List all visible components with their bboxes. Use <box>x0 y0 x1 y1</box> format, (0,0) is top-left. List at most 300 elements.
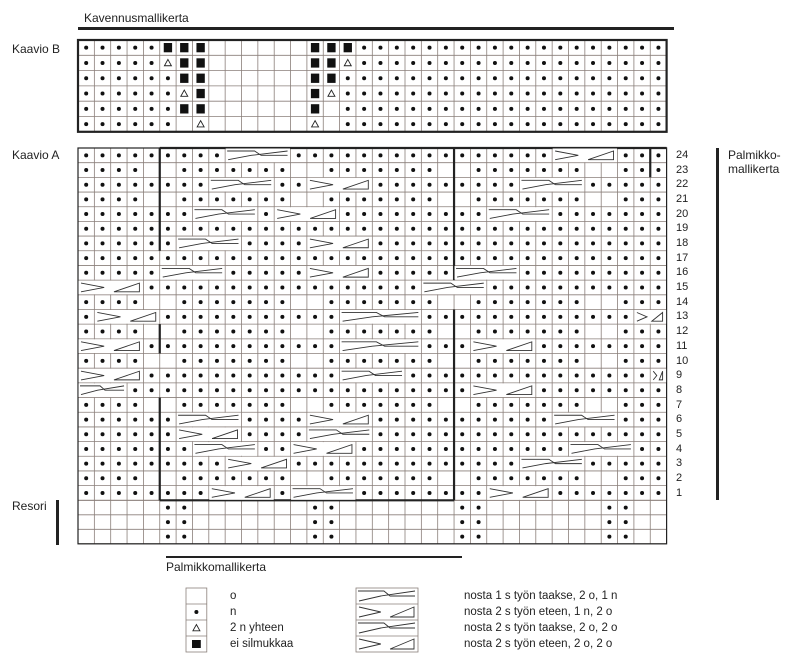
dot-stitch <box>411 197 415 201</box>
dot-stitch <box>84 241 88 245</box>
dot-stitch <box>133 153 137 157</box>
dot-stitch <box>166 256 170 260</box>
dot-stitch <box>362 212 366 216</box>
dot-stitch <box>378 388 382 392</box>
dot-stitch <box>395 241 399 245</box>
dot-stitch <box>542 330 546 334</box>
dot-stitch <box>656 359 660 363</box>
dot-stitch <box>280 491 284 495</box>
dot-stitch <box>329 315 333 319</box>
dot-stitch <box>624 476 628 480</box>
dot-stitch <box>248 403 252 407</box>
dot-stitch <box>215 403 219 407</box>
dot-stitch <box>378 447 382 451</box>
dot-stitch <box>264 300 268 304</box>
dot-stitch <box>215 374 219 378</box>
no-stitch <box>311 58 319 67</box>
dot-stitch <box>509 359 513 363</box>
dot-stitch <box>133 241 137 245</box>
dot-stitch <box>542 403 546 407</box>
dot-stitch <box>297 183 301 187</box>
dot-stitch <box>101 418 105 422</box>
dot-stitch <box>297 285 301 289</box>
dot-stitch <box>231 197 235 201</box>
legend-cable-3: nosta 2 s työn taakse, 2 o, 2 o <box>464 622 618 634</box>
dot-stitch <box>526 403 530 407</box>
dot-stitch <box>264 432 268 436</box>
dot-stitch <box>362 92 366 96</box>
dot-stitch <box>656 344 660 348</box>
dot-stitch <box>84 462 88 466</box>
dot-stitch <box>411 491 415 495</box>
cable-line <box>390 639 414 649</box>
palmikko-mallikerta-label-2: mallikerta <box>728 162 780 176</box>
dot-stitch <box>444 491 448 495</box>
dot-stitch <box>640 256 644 260</box>
dot-stitch <box>395 271 399 275</box>
dot-stitch <box>575 227 579 231</box>
dot-stitch <box>526 330 530 334</box>
dot-stitch <box>166 153 170 157</box>
dot-stitch <box>591 285 595 289</box>
dot-stitch <box>362 330 366 334</box>
dot-stitch <box>542 256 546 260</box>
dot-stitch <box>84 92 88 96</box>
dot-stitch <box>182 491 186 495</box>
dot-stitch <box>640 300 644 304</box>
dot-stitch <box>477 46 481 50</box>
dot-stitch <box>493 168 497 172</box>
dot-stitch <box>493 92 497 96</box>
dot-stitch <box>133 197 137 201</box>
dot-stitch <box>477 432 481 436</box>
dot-stitch <box>215 344 219 348</box>
palmikkomallikerta-label: Palmikkomallikerta <box>166 560 267 574</box>
dot-stitch <box>428 388 432 392</box>
no-stitch <box>327 43 335 52</box>
dot-stitch <box>607 241 611 245</box>
dot-stitch <box>558 330 562 334</box>
dot-stitch <box>84 418 88 422</box>
dot-stitch <box>575 388 579 392</box>
dot-stitch <box>248 271 252 275</box>
dot-stitch <box>542 76 546 80</box>
dot-stitch <box>117 359 121 363</box>
dot-stitch <box>313 520 317 524</box>
dot-stitch <box>378 476 382 480</box>
row-number: 22 <box>676 178 689 191</box>
dot-stitch <box>297 315 301 319</box>
dot-stitch <box>133 418 137 422</box>
dot-stitch <box>117 46 121 50</box>
dot-stitch <box>313 506 317 510</box>
dot-stitch <box>640 476 644 480</box>
dot-stitch <box>411 122 415 126</box>
dot-stitch <box>460 506 464 510</box>
dot-stitch <box>199 183 203 187</box>
dot-stitch <box>444 344 448 348</box>
legend-label-o: o <box>230 590 237 602</box>
dot-stitch <box>280 300 284 304</box>
dot-stitch <box>460 76 464 80</box>
dot-stitch <box>460 183 464 187</box>
dot-stitch <box>444 388 448 392</box>
dot-stitch <box>117 76 121 80</box>
dot-stitch <box>378 61 382 65</box>
dot-stitch <box>395 359 399 363</box>
palmikko-mallikerta-label-1: Palmikko- <box>728 148 781 162</box>
dot-stitch <box>248 227 252 231</box>
dot-stitch <box>526 153 530 157</box>
dot-stitch <box>509 61 513 65</box>
dot-stitch <box>624 256 628 260</box>
dot-stitch <box>640 359 644 363</box>
dot-stitch <box>378 462 382 466</box>
dot-stitch <box>346 330 350 334</box>
dot-stitch <box>411 285 415 289</box>
dot-stitch <box>477 76 481 80</box>
dot-stitch <box>640 271 644 275</box>
dot-stitch <box>395 46 399 50</box>
dot-stitch <box>313 388 317 392</box>
dot-stitch <box>460 535 464 539</box>
dot-stitch <box>182 153 186 157</box>
dot-stitch <box>656 447 660 451</box>
dot-stitch <box>84 61 88 65</box>
dot-stitch <box>656 388 660 392</box>
dot-stitch <box>248 374 252 378</box>
dot-stitch <box>411 359 415 363</box>
dot-stitch <box>624 122 628 126</box>
dot-stitch <box>640 462 644 466</box>
dot-stitch <box>526 256 530 260</box>
dot-stitch <box>84 330 88 334</box>
dot-stitch <box>215 300 219 304</box>
dot-stitch <box>362 168 366 172</box>
no-stitch <box>192 640 201 648</box>
dot-stitch <box>378 256 382 260</box>
dot-stitch <box>558 256 562 260</box>
dot-stitch <box>477 153 481 157</box>
dot-stitch <box>477 447 481 451</box>
dot-stitch <box>591 432 595 436</box>
dot-stitch <box>477 256 481 260</box>
dot-stitch <box>558 241 562 245</box>
dot-stitch <box>133 300 137 304</box>
dot-stitch <box>362 256 366 260</box>
dot-stitch <box>656 153 660 157</box>
dot-stitch <box>509 92 513 96</box>
dot-stitch <box>493 153 497 157</box>
dot-stitch <box>101 153 105 157</box>
dot-stitch <box>313 344 317 348</box>
dot-stitch <box>378 432 382 436</box>
legend-label-n: n <box>230 606 237 618</box>
dot-stitch <box>558 76 562 80</box>
dot-stitch <box>117 271 121 275</box>
dot-stitch <box>591 256 595 260</box>
dot-stitch <box>101 227 105 231</box>
dot-stitch <box>199 359 203 363</box>
dot-stitch <box>150 46 154 50</box>
dot-stitch <box>640 241 644 245</box>
dot-stitch <box>182 285 186 289</box>
dot-stitch <box>640 285 644 289</box>
dot-stitch <box>329 462 333 466</box>
dot-stitch <box>558 46 562 50</box>
dot-stitch <box>411 476 415 480</box>
dot-stitch <box>346 388 350 392</box>
dot-stitch <box>624 92 628 96</box>
dot-stitch <box>558 227 562 231</box>
dot-stitch <box>444 418 448 422</box>
dot-stitch <box>101 447 105 451</box>
dot-stitch <box>624 462 628 466</box>
dot-stitch <box>607 271 611 275</box>
dot-stitch <box>640 61 644 65</box>
dot-stitch <box>428 183 432 187</box>
row-number: 24 <box>676 149 689 161</box>
dot-stitch <box>231 476 235 480</box>
dot-stitch <box>411 447 415 451</box>
dot-stitch <box>215 388 219 392</box>
dot-stitch <box>428 491 432 495</box>
dot-stitch <box>117 300 121 304</box>
triangle-stitch <box>181 90 188 96</box>
dot-stitch <box>231 315 235 319</box>
dot-stitch <box>280 476 284 480</box>
dot-stitch <box>477 183 481 187</box>
dot-stitch <box>542 153 546 157</box>
dot-stitch <box>640 403 644 407</box>
dot-stitch <box>378 285 382 289</box>
dot-stitch <box>297 256 301 260</box>
dot-stitch <box>640 418 644 422</box>
dot-stitch <box>624 212 628 216</box>
dot-stitch <box>607 506 611 510</box>
dot-stitch <box>248 418 252 422</box>
no-stitch <box>344 43 352 52</box>
dot-stitch <box>640 491 644 495</box>
dot-stitch <box>280 359 284 363</box>
dot-stitch <box>411 46 415 50</box>
dot-stitch <box>150 153 154 157</box>
dot-stitch <box>460 212 464 216</box>
no-stitch <box>180 104 188 113</box>
row-number: 8 <box>676 383 683 396</box>
dot-stitch <box>166 122 170 126</box>
dot-stitch <box>526 46 530 50</box>
dot-stitch <box>182 462 186 466</box>
dot-stitch <box>166 92 170 96</box>
dot-stitch <box>117 403 121 407</box>
dot-stitch <box>477 403 481 407</box>
dot-stitch <box>411 462 415 466</box>
dot-stitch <box>591 76 595 80</box>
dot-stitch <box>346 197 350 201</box>
dot-stitch <box>460 61 464 65</box>
dot-stitch <box>117 432 121 436</box>
dot-stitch <box>411 418 415 422</box>
dot-stitch <box>493 76 497 80</box>
dot-stitch <box>248 388 252 392</box>
dot-stitch <box>329 403 333 407</box>
dot-stitch <box>133 122 137 126</box>
dot-stitch <box>640 388 644 392</box>
dot-stitch <box>542 241 546 245</box>
dot-stitch <box>460 447 464 451</box>
dot-stitch <box>395 61 399 65</box>
dot-stitch <box>101 256 105 260</box>
dot-stitch <box>640 197 644 201</box>
dot-stitch <box>280 403 284 407</box>
dot-stitch <box>199 491 203 495</box>
dot-stitch <box>428 212 432 216</box>
dot-stitch <box>378 491 382 495</box>
dot-stitch <box>101 300 105 304</box>
dot-stitch <box>591 107 595 111</box>
no-stitch <box>311 74 319 83</box>
dot-stitch <box>444 122 448 126</box>
dot-stitch <box>117 61 121 65</box>
dot-stitch <box>656 227 660 231</box>
dot-stitch <box>477 374 481 378</box>
dot-stitch <box>101 183 105 187</box>
dot-stitch <box>656 197 660 201</box>
dot-stitch <box>362 388 366 392</box>
row-number: 15 <box>676 281 689 294</box>
dot-stitch <box>264 315 268 319</box>
row-number: 6 <box>676 413 683 426</box>
dot-stitch <box>509 168 513 172</box>
dot-stitch <box>607 76 611 80</box>
row-number: 23 <box>676 163 689 176</box>
dot-stitch <box>362 285 366 289</box>
dot-stitch <box>460 374 464 378</box>
dot-stitch <box>280 344 284 348</box>
no-stitch <box>180 43 188 52</box>
row-number: 21 <box>676 193 689 206</box>
dot-stitch <box>150 491 154 495</box>
dot-stitch <box>182 476 186 480</box>
dot-stitch <box>509 432 513 436</box>
dot-stitch <box>624 107 628 111</box>
palmikkomallikerta-rule <box>166 556 462 558</box>
dot-stitch <box>558 359 562 363</box>
dot-stitch <box>264 447 268 451</box>
dot-stitch <box>231 168 235 172</box>
dot-stitch <box>656 241 660 245</box>
dot-stitch <box>591 183 595 187</box>
dot-stitch <box>378 168 382 172</box>
dot-stitch <box>280 168 284 172</box>
dot-stitch <box>526 315 530 319</box>
dot-stitch <box>411 107 415 111</box>
dot-stitch <box>656 76 660 80</box>
dot-stitch <box>199 256 203 260</box>
dot-stitch <box>346 168 350 172</box>
dot-stitch <box>640 76 644 80</box>
dot-stitch <box>84 107 88 111</box>
dot-stitch <box>624 535 628 539</box>
dot-stitch <box>378 107 382 111</box>
dot-stitch <box>133 256 137 260</box>
dot-stitch <box>624 388 628 392</box>
no-stitch <box>311 104 319 113</box>
dot-stitch <box>101 462 105 466</box>
dot-stitch <box>591 46 595 50</box>
dot-stitch <box>101 330 105 334</box>
dot-stitch <box>460 153 464 157</box>
dot-stitch <box>84 76 88 80</box>
dot-stitch <box>313 535 317 539</box>
dot-stitch <box>411 183 415 187</box>
legend-cable-2: nosta 2 s työn eteen, 1 n, 2 o <box>464 606 613 618</box>
dot-stitch <box>477 476 481 480</box>
dot-stitch <box>199 330 203 334</box>
dot-stitch <box>248 359 252 363</box>
dot-stitch <box>477 520 481 524</box>
dot-stitch <box>656 285 660 289</box>
dot-stitch <box>248 330 252 334</box>
dot-stitch <box>624 61 628 65</box>
dot-stitch <box>558 168 562 172</box>
dot-stitch <box>444 61 448 65</box>
dot-stitch <box>493 256 497 260</box>
dot-stitch <box>133 168 137 172</box>
dot-stitch <box>182 344 186 348</box>
dot-stitch <box>656 92 660 96</box>
dot-stitch <box>329 256 333 260</box>
dot-stitch <box>493 359 497 363</box>
dot-stitch <box>428 330 432 334</box>
dot-stitch <box>656 46 660 50</box>
row-number: 12 <box>676 325 689 338</box>
dot-stitch <box>117 197 121 201</box>
dot-stitch <box>117 491 121 495</box>
dot-stitch <box>329 197 333 201</box>
dot-stitch <box>575 197 579 201</box>
dot-stitch <box>133 476 137 480</box>
dot-stitch <box>624 374 628 378</box>
dot-stitch <box>231 330 235 334</box>
dot-stitch <box>428 227 432 231</box>
dot-stitch <box>84 212 88 216</box>
dot-stitch <box>428 107 432 111</box>
dot-stitch <box>477 168 481 172</box>
dot-stitch <box>656 107 660 111</box>
dot-stitch <box>640 92 644 96</box>
dot-stitch <box>575 476 579 480</box>
dot-stitch <box>166 447 170 451</box>
dot-stitch <box>329 168 333 172</box>
dot-stitch <box>477 227 481 231</box>
dot-stitch <box>378 92 382 96</box>
row-number: 19 <box>676 222 689 235</box>
dot-stitch <box>624 315 628 319</box>
dot-stitch <box>477 300 481 304</box>
dot-stitch <box>117 476 121 480</box>
dot-stitch <box>526 271 530 275</box>
dot-stitch <box>411 227 415 231</box>
dot-stitch <box>362 61 366 65</box>
dot-stitch <box>395 183 399 187</box>
dot-stitch <box>248 197 252 201</box>
dot-stitch <box>607 92 611 96</box>
dot-stitch <box>395 212 399 216</box>
dot-stitch <box>607 388 611 392</box>
dot-stitch <box>607 46 611 50</box>
